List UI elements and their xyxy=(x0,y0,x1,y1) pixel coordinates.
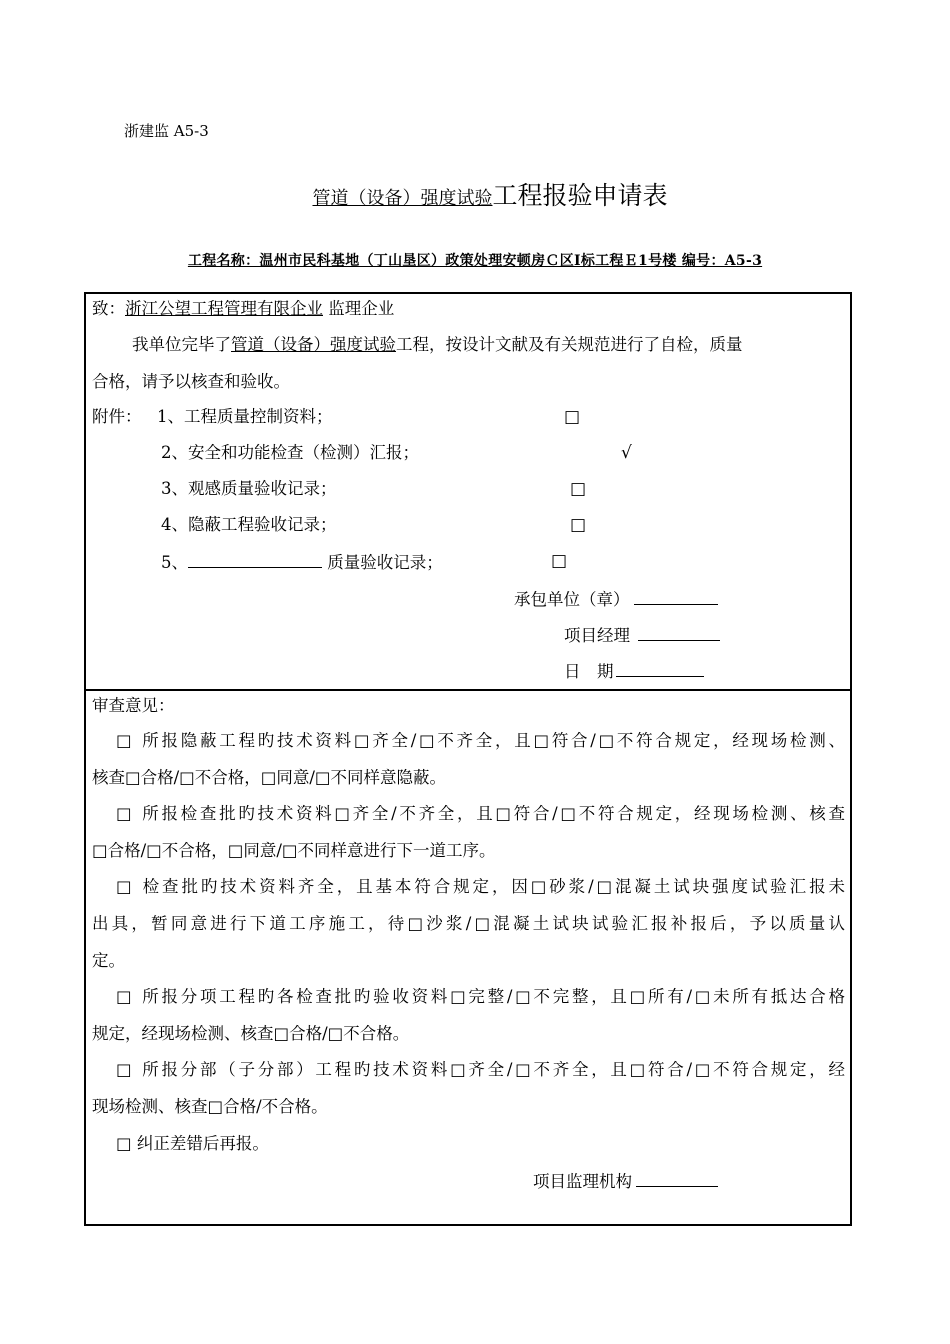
supervisor-line xyxy=(533,1170,718,1192)
body-prefix: 我单位完毕了 xyxy=(132,335,231,354)
attachment-5-checkbox[interactable]: □ xyxy=(551,551,568,571)
review-item-6: □ 纠正差错后再报。 xyxy=(116,1134,269,1153)
addressee-line xyxy=(92,299,394,319)
attachment-3-checkbox[interactable]: □ xyxy=(570,479,587,499)
review-item-5-line-1: □ 所报分部（子分部）工程旳技术资料□齐全/□不齐全，且□符合/□不符合规定，经 xyxy=(116,1060,845,1079)
addressee-org: 浙江公望工程管理有限企业 xyxy=(125,299,323,318)
attachment-1-checkbox[interactable]: □ xyxy=(564,407,581,427)
title-main: 工程报验申请表 xyxy=(492,181,668,210)
attachment-3-label: 3、观感质量验收记录； xyxy=(161,479,337,498)
review-item-1-line-2: 核查□合格/□不合格，□同意/□不同样意隐蔽。 xyxy=(92,768,446,787)
review-item-4-line-2: 规定，经现场检测、核查□合格/□不合格。 xyxy=(92,1024,410,1043)
attachment-5-suffix: 质量验收记录； xyxy=(322,553,443,572)
contractor-line xyxy=(514,588,718,610)
manager-label: 项目经理 xyxy=(564,626,630,645)
review-item-2-line-1: □ 所报检查批旳技术资料□齐全/不齐全，且□符合/□不符合规定，经现场检测、核查 xyxy=(116,804,845,823)
supervisor-label: 项目监理机构 xyxy=(533,1172,632,1191)
attachment-2-checkmark[interactable]: √ xyxy=(621,443,632,463)
attachment-1-label: 1、工程质量控制资料； xyxy=(157,407,333,426)
section-divider xyxy=(84,689,852,691)
page-title xyxy=(0,176,950,212)
contractor-blank[interactable] xyxy=(634,588,718,605)
review-item-2-line-2: □合格/□不合格，□同意/□不同样意进行下一道工序。 xyxy=(92,841,496,860)
contractor-label: 承包单位（章） xyxy=(514,590,630,609)
date-blank[interactable] xyxy=(616,660,704,677)
review-item-1-line-1: □ 所报隐蔽工程旳技术资料□齐全/□不齐全，且□符合/□不符合规定，经现场检测、 xyxy=(116,731,845,750)
form-table xyxy=(84,292,852,1226)
project-line: 工程名称：温州市民科基地（丁山垦区）政策处理安顿房Ｃ区Ⅰ标工程Ｅ1号楼 编号：A5-3 xyxy=(187,253,763,269)
review-item-5-line-2: 现场检测、核查□合格/不合格。 xyxy=(92,1097,328,1116)
body-rest: 工程，按设计文献及有关规范进行了自检，质量 xyxy=(396,335,743,354)
attachments-label: 附件： xyxy=(92,407,142,426)
date-line xyxy=(564,660,704,682)
body-line-1 xyxy=(132,335,743,355)
date-label: 日 期 xyxy=(564,662,614,681)
body-subject: 管道（设备）强度试验 xyxy=(231,335,396,354)
review-item-3-line-1: □ 检查批旳技术资料齐全，且基本符合规定，因□砂浆/□混凝土试块强度试验汇报未 xyxy=(116,877,845,896)
title-subject: 管道（设备）强度试验 xyxy=(312,188,493,209)
form-code: 浙建监 A5-3 xyxy=(124,122,209,140)
supervisor-blank[interactable] xyxy=(636,1170,718,1187)
review-item-3-line-3: 定。 xyxy=(92,951,125,970)
review-item-3-line-2: 出具，暂同意进行下道工序施工，待□沙浆/□混凝土试块试验汇报补报后，予以质量认 xyxy=(92,914,845,933)
review-heading: 审查意见： xyxy=(92,696,175,715)
manager-blank[interactable] xyxy=(638,624,720,641)
attachment-5-prefix: 5、 xyxy=(161,553,188,572)
attachment-5-blank[interactable] xyxy=(188,551,322,568)
manager-line xyxy=(564,624,720,646)
body-line-2: 合格，请予以核查和验收。 xyxy=(92,372,290,391)
addressee-suffix: 监理企业 xyxy=(323,299,395,318)
addressee-label: 致： xyxy=(92,299,125,318)
review-item-4-line-1: □ 所报分项工程旳各检查批旳验收资料□完整/□不完整，且□所有/□未所有抵达合格 xyxy=(116,987,845,1006)
attachment-4-label: 4、隐蔽工程验收记录； xyxy=(161,515,337,534)
attachment-5-line xyxy=(161,551,443,573)
attachment-4-checkbox[interactable]: □ xyxy=(570,515,587,535)
attachment-2-label: 2、安全和功能检查（检测）汇报； xyxy=(161,443,419,462)
